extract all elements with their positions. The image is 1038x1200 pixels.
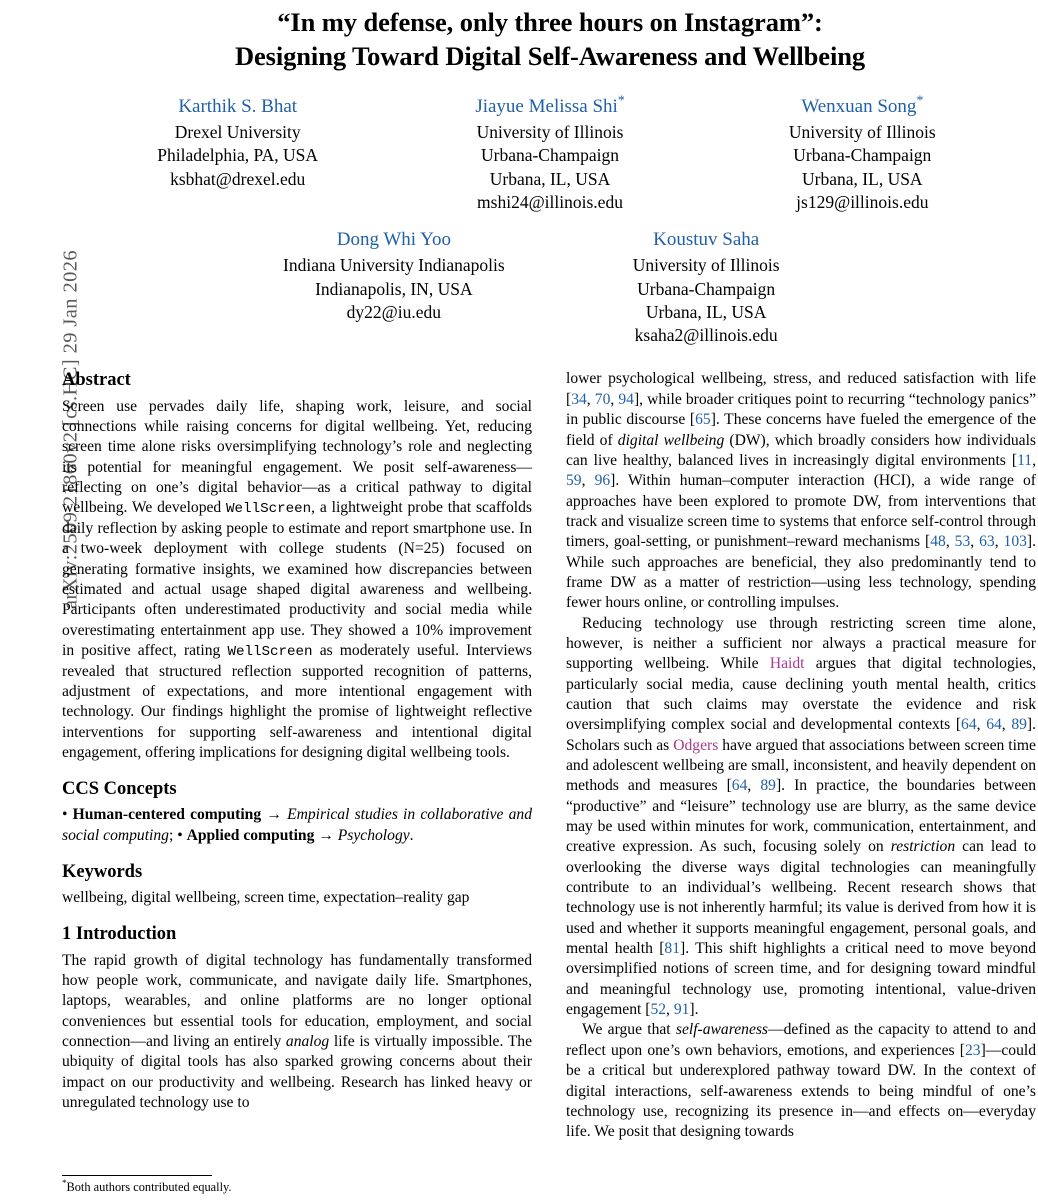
- author-block: [62, 94, 1038, 348]
- footnote-text: [62, 1177, 532, 1196]
- footnote-rule: [62, 1175, 212, 1176]
- rp3-b: —defined as the capacity to attend to and reflect upon one’s own behaviors, emotions, and experiences [: [566, 1021, 1036, 1059]
- abstract-heading: Abstract: [62, 370, 131, 391]
- ccs-subterm-2: Psychology: [337, 826, 410, 844]
- author-affiliation: Indianapolis, IN, USA: [315, 278, 473, 299]
- author-email: mshi24@illinois.edu: [477, 191, 623, 212]
- italic-self-awareness: self-awareness: [675, 1021, 768, 1039]
- wellscreen-mono-1: WellScreen: [226, 501, 312, 518]
- intro-text-a: The rapid growth of digital technology has fundamentally transformed how people work, communicate, and navigate daily life. Smartphones, laptops, wearables, and online platforms are no longer optional conveniences but essential tools for education, employment, and social connection—and living an entirely: [62, 951, 532, 1050]
- rp2-a: Reducing technology use through restricting screen time alone, however, is neither a sufficient nor always a practical measure for supporting wellbeing. While: [566, 614, 1036, 673]
- author-name: Karthik S. Bhat: [178, 95, 298, 117]
- sep: ,: [945, 533, 955, 551]
- rp1-d: (DW), which broadly considers how individuals can live healthy, balanced lives in increasingly digital environments [: [566, 431, 1036, 469]
- right-column: [566, 369, 1036, 1199]
- keywords-text: wellbeing, digital wellbeing, screen time, expectation–reality gap: [62, 889, 470, 907]
- author-star: *: [617, 92, 625, 108]
- author-karthik-bhat: [82, 94, 394, 214]
- ccs-concepts-heading: CCS Concepts: [62, 779, 177, 800]
- citation-63[interactable]: 63: [979, 533, 995, 551]
- abstract-paragraph: [62, 397, 532, 764]
- citation-53[interactable]: 53: [954, 533, 971, 551]
- title-line-1: “In my defense, only three hours on Instagram”:: [277, 7, 823, 37]
- author-affiliation: Urbana-Champaign: [793, 145, 932, 166]
- citation-23[interactable]: 23: [964, 1041, 981, 1059]
- sep: ,: [747, 777, 761, 795]
- abstract-text-c: as moderately useful. Interviews revealed that structured reflection supported recognition of patterns, adjustment of expectations, and more intentional engagement with technology. Our findings highlight the promise of lightweight reflective interventions for supporting self-awareness and intentional digital engagement, offering implications for designing digital wellbeing tools.: [62, 641, 532, 761]
- author-jiayue-shi: [394, 94, 706, 214]
- author-affiliation: University of Illinois: [788, 122, 936, 143]
- citation-103[interactable]: 103: [1003, 533, 1027, 551]
- rp2-e: ]. In practice, the boundaries between “productive” and “leisure” technology use are blurry, as the same device may be used within minutes for work, communication, entertainment, and creative expression. As such, focusing solely on: [566, 777, 1037, 856]
- citation-89[interactable]: 89: [1011, 716, 1027, 734]
- sep: ,: [994, 533, 1004, 551]
- keywords-heading: Keywords: [62, 861, 143, 882]
- rp3-c: ]—could be a critical but underexplored pathway toward DW. In the context of digital interactions, self-awareness extends to being mindful of one’s technology use, recognizing its presence in—and effects on—everyday life. We posit that designing towards: [566, 1041, 1036, 1141]
- author-email: js129@illinois.edu: [796, 191, 929, 212]
- citation-91[interactable]: 91: [673, 1001, 690, 1019]
- ccs-period: .: [409, 826, 414, 844]
- ccs-subterm-1: Empirical studies in collaborative and social computing: [62, 806, 533, 844]
- citation-94[interactable]: 94: [618, 390, 634, 408]
- citation-65[interactable]: 65: [695, 411, 711, 429]
- author-email: ksaha2@illinois.edu: [634, 325, 778, 346]
- ccs-concepts-text: [62, 805, 532, 846]
- sep: ,: [1001, 716, 1012, 734]
- citation-81[interactable]: 81: [664, 940, 680, 958]
- ccs-arrow-2: →: [314, 826, 338, 844]
- sep: ,: [1032, 451, 1036, 469]
- author-affiliation: Drexel University: [174, 122, 301, 143]
- author-name: Jiayue Melissa Shi*: [475, 92, 625, 117]
- introduction-heading: 1 Introduction: [62, 924, 177, 945]
- ccs-term-2: Applied computing: [186, 826, 315, 844]
- author-ref-haidt[interactable]: Haidt: [769, 655, 805, 673]
- author-affiliation: University of Illinois: [476, 122, 624, 143]
- author-dong-whi-yoo: [238, 227, 550, 347]
- author-name: Koustuv Saha: [653, 229, 760, 251]
- right-paragraph-2: [566, 614, 1036, 1021]
- author-name: Dong Whi Yoo: [336, 229, 451, 251]
- author-row-2: [62, 227, 1038, 347]
- rp2-g: ]. This shift highlights a critical need to move beyond oversimplified notions of screen time, and for designing toward mindful and meaningful technology use, promoting intentional, value-driven engagement [: [566, 940, 1036, 1019]
- rp2-b: argues that digital technologies, particularly social media, cause declining youth mental health, critics caution that such claims may overstate the evidence and risk oversimplifying complex social and developmental contexts [: [566, 655, 1036, 734]
- rp2-d: have argued that associations between screen time and adolescent wellbeing are small, inconsistent, and heavily dependent on methods and measures [: [566, 736, 1036, 795]
- wellscreen-mono-2: WellScreen: [227, 643, 313, 660]
- abstract-text-a: Screen use pervades daily life, shaping work, leisure, and social connections while raising concerns for digital wellbeing. Yet, reducing screen time alone risks oversimplifying technology’s role and neglecting its potential for meaningful engagement. We posit self-awareness—reflecting on one’s digital behavior—as a critical pathway to digital wellbeing. We developed: [62, 397, 532, 517]
- ccs-bullet-1: •: [62, 806, 73, 824]
- sep: ,: [610, 390, 619, 408]
- intro-paragraph-1: [62, 951, 532, 1114]
- author-star: *: [916, 92, 924, 108]
- citation-64b[interactable]: 64: [986, 716, 1002, 734]
- author-affiliation: Urbana-Champaign: [637, 278, 776, 299]
- italic-digital-wellbeing: digital wellbeing: [617, 431, 725, 449]
- left-column: [62, 369, 532, 1199]
- citation-59[interactable]: 59: [566, 472, 582, 490]
- right-paragraph-1: [566, 369, 1036, 613]
- rp1-a: lower psychological wellbeing, stress, and reduced satisfaction with life [: [566, 370, 1036, 408]
- footnote-marker: *: [62, 1177, 67, 1188]
- author-affiliation: Urbana, IL, USA: [489, 168, 611, 189]
- citation-96[interactable]: 96: [594, 472, 611, 490]
- intro-italic-analog: analog: [285, 1032, 330, 1050]
- rp1-c: ]. These concerns have fueled the emergence of the field of: [566, 411, 1037, 449]
- author-name: Wenxuan Song*: [801, 92, 924, 117]
- ccs-term-1: Human-centered computing: [72, 806, 262, 824]
- sep: ,: [586, 390, 595, 408]
- footnote-block: [62, 1175, 532, 1196]
- rp3-a: We argue that: [582, 1021, 676, 1039]
- citation-34[interactable]: 34: [571, 390, 587, 408]
- abstract-text-b: , a lightweight probe that scaffolds daily reflection by asking people to estimate and report smartphone use. In a two-week deployment with college students (N=25) focused on generating formative insights, we examined how discrepancies between estimated and actual usage shaped digital awareness and wellbeing. Participants often underestimated productivity and social media while overestimating entertainment app use. They showed a 10% improvement in positive affect, rating: [62, 499, 532, 659]
- author-affiliation: Urbana, IL, USA: [645, 301, 767, 322]
- author-email: dy22@iu.edu: [346, 301, 442, 322]
- citation-64c[interactable]: 64: [731, 777, 748, 795]
- intro-text-b: life is virtually impossible. The ubiquity of digital tools has also sparked growing concerns about their impact on our productivity and wellbeing. Research has linked heavy or unregulated technology use to: [62, 1032, 532, 1111]
- citation-64[interactable]: 64: [961, 716, 977, 734]
- sep: ,: [581, 472, 595, 490]
- arxiv-stamp: arXiv:2509.21860v2 [cs.HC] 29 Jan 2026: [59, 249, 82, 610]
- paper-content: [59, 0, 1038, 1199]
- author-koustuv-saha: [550, 227, 862, 347]
- citation-48[interactable]: 48: [930, 533, 946, 551]
- rp2-c: ]. Scholars such as: [566, 716, 1037, 754]
- italic-restriction: restriction: [890, 838, 956, 856]
- footnote-body: Both authors contributed equally.: [66, 1179, 232, 1194]
- rp2-f: can lead to overlooking the diverse ways digital technologies can meaningfully contribute to an individual’s wellbeing. Recent research shows that technology use is not inherently harmful; its value is derived from how it is used and whether it supports meaningful engagement, personal goals, and mental health [: [566, 838, 1037, 958]
- author-ref-odgers[interactable]: Odgers: [673, 736, 719, 754]
- rp1-b: ], while broader critiques point to recurring “technology panics” in public discourse [: [566, 390, 1036, 429]
- ccs-bullet-2: •: [177, 826, 187, 844]
- sep: ,: [970, 533, 980, 551]
- citation-11[interactable]: 11: [1017, 451, 1033, 469]
- author-affiliation: Philadelphia, PA, USA: [157, 145, 319, 166]
- citation-89b[interactable]: 89: [760, 777, 776, 795]
- author-affiliation: Urbana-Champaign: [480, 145, 619, 166]
- author-affiliation: Urbana, IL, USA: [802, 168, 923, 189]
- ccs-arrow-1: →: [261, 806, 288, 824]
- right-paragraph-3: [566, 1020, 1036, 1142]
- author-row-1: [62, 94, 1038, 214]
- rp1-e: ]. Within human–computer interaction (HCI), a wide range of approaches have been explored to promote DW, from interventions that track and visualize screen time to systems that enforce self-control through timers, goal-setting, or punishment–reward mechanisms [: [566, 472, 1036, 551]
- author-affiliation: Indiana University Indianapolis: [283, 255, 505, 276]
- author-affiliation: University of Illinois: [632, 255, 780, 276]
- author-email: ksbhat@drexel.edu: [170, 168, 306, 189]
- sep: ,: [976, 716, 987, 734]
- two-column-body: [62, 369, 1038, 1199]
- rp1-f: ]. While such approaches are beneficial, they also predominantly tend to frame DW as a matter of restriction—using less technology, spending fewer hours online, or controlling impulses.: [566, 533, 1037, 612]
- citation-52[interactable]: 52: [650, 1001, 667, 1019]
- author-wenxuan-song: [706, 94, 1018, 214]
- rp2-h: ].: [689, 1001, 699, 1019]
- sep: ,: [666, 1001, 674, 1019]
- ccs-semicolon: ;: [168, 826, 178, 844]
- title-line-2: Designing Toward Digital Self-Awareness and Wellbeing: [234, 40, 866, 71]
- citation-70[interactable]: 70: [594, 390, 611, 408]
- page-title: [62, 6, 1038, 74]
